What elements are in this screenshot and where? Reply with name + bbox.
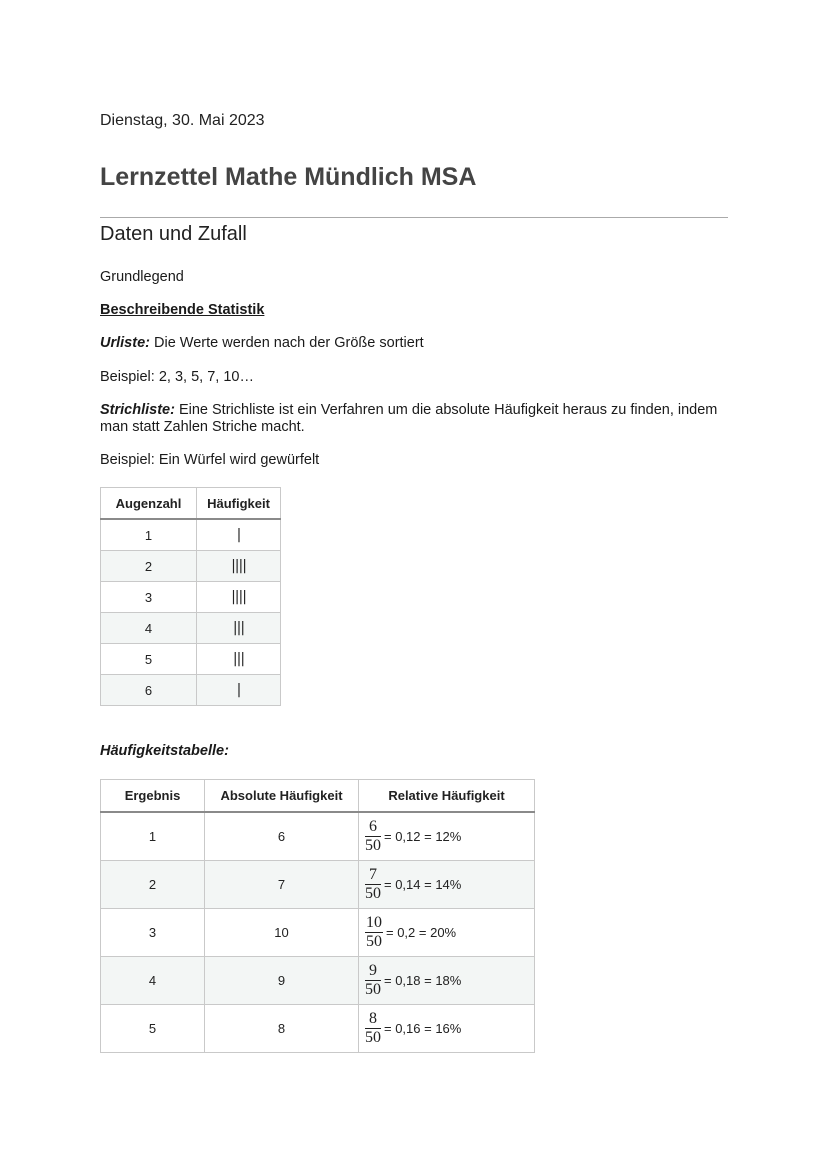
frequency-table-heading: Häufigkeitstabelle: [100,743,229,759]
numerator: 6 [365,818,381,837]
column-header-relative: Relative Häufigkeit [359,780,535,813]
denominator: 50 [365,885,381,902]
strichliste-definition [100,402,728,436]
augenzahl-cell: 4 [101,613,197,644]
fraction [365,914,383,951]
table-row [101,957,535,1005]
tally-table [100,487,281,706]
fraction [365,866,381,903]
augenzahl-cell: 3 [101,582,197,613]
tally-marks-cell: ||| [197,644,281,675]
fraction [365,818,381,855]
table-row [101,812,535,861]
strichliste-term: Strichliste: [100,402,175,418]
absolute-cell: 10 [205,909,359,957]
denominator: 50 [366,933,382,950]
tally-marks-cell: ||| [197,613,281,644]
numerator: 9 [365,962,381,981]
relative-cell [359,1005,535,1053]
augenzahl-cell: 6 [101,675,197,706]
table-row [101,613,281,644]
table-header-row [101,488,281,520]
result-cell: 1 [101,812,205,861]
column-header-absolute: Absolute Häufigkeit [205,780,359,813]
result-cell: 5 [101,1005,205,1053]
fraction [365,962,381,999]
table-row [101,909,535,957]
numerator: 7 [365,866,381,885]
tally-marks-cell: | [197,675,281,706]
relative-value: = 0,18 = 18% [384,973,462,988]
page-title: Lernzettel Mathe Mündlich MSA [100,163,477,191]
document-date: Dienstag, 30. Mai 2023 [100,112,265,129]
relative-value: = 0,2 = 20% [386,925,457,940]
table-row [101,1005,535,1053]
table-header-row [101,780,535,813]
column-header-ergebnis: Ergebnis [101,780,205,813]
relative-cell [359,812,535,861]
column-header-haeufigkeit: Häufigkeit [197,488,281,520]
subsection-label: Grundlegend [100,269,184,285]
topic-heading: Beschreibende Statistik [100,302,265,318]
absolute-cell: 6 [205,812,359,861]
strichliste-example: Beispiel: Ein Würfel wird gewürfelt [100,452,320,468]
numerator: 10 [366,914,382,931]
relative-value: = 0,14 = 14% [384,877,462,892]
table-row [101,519,281,551]
numerator: 8 [365,1010,381,1029]
result-cell: 3 [101,909,205,957]
column-header-augenzahl: Augenzahl [101,488,197,520]
section-heading: Daten und Zufall [100,223,247,245]
tally-marks-cell: | [197,519,281,551]
table-row [101,551,281,582]
urliste-term: Urliste: [100,335,150,351]
absolute-cell: 9 [205,957,359,1005]
table-row [101,861,535,909]
result-cell: 2 [101,861,205,909]
table-row [101,675,281,706]
relative-cell [359,861,535,909]
relative-cell [359,909,535,957]
denominator: 50 [365,837,381,854]
fraction [365,1010,381,1047]
title-divider [100,217,728,218]
denominator: 50 [365,981,381,998]
table-row [101,582,281,613]
frequency-table [100,779,535,1053]
relative-cell [359,957,535,1005]
urliste-example: Beispiel: 2, 3, 5, 7, 10… [100,369,254,385]
augenzahl-cell: 2 [101,551,197,582]
table-row [101,644,281,675]
denominator: 50 [365,1029,381,1046]
augenzahl-cell: 1 [101,519,197,551]
result-cell: 4 [101,957,205,1005]
urliste-definition [100,335,424,352]
urliste-text: Die Werte werden nach der Größe sortiert [149,335,424,351]
relative-value: = 0,16 = 16% [384,1021,462,1036]
augenzahl-cell: 5 [101,644,197,675]
relative-value: = 0,12 = 12% [384,829,462,844]
tally-marks-cell: |||| [197,551,281,582]
strichliste-text: Eine Strichliste ist ein Verfahren um die absolute Häufigkeit heraus zu finden, indem man statt Zahlen Striche macht. [100,402,718,435]
absolute-cell: 8 [205,1005,359,1053]
tally-marks-cell: |||| [197,582,281,613]
absolute-cell: 7 [205,861,359,909]
